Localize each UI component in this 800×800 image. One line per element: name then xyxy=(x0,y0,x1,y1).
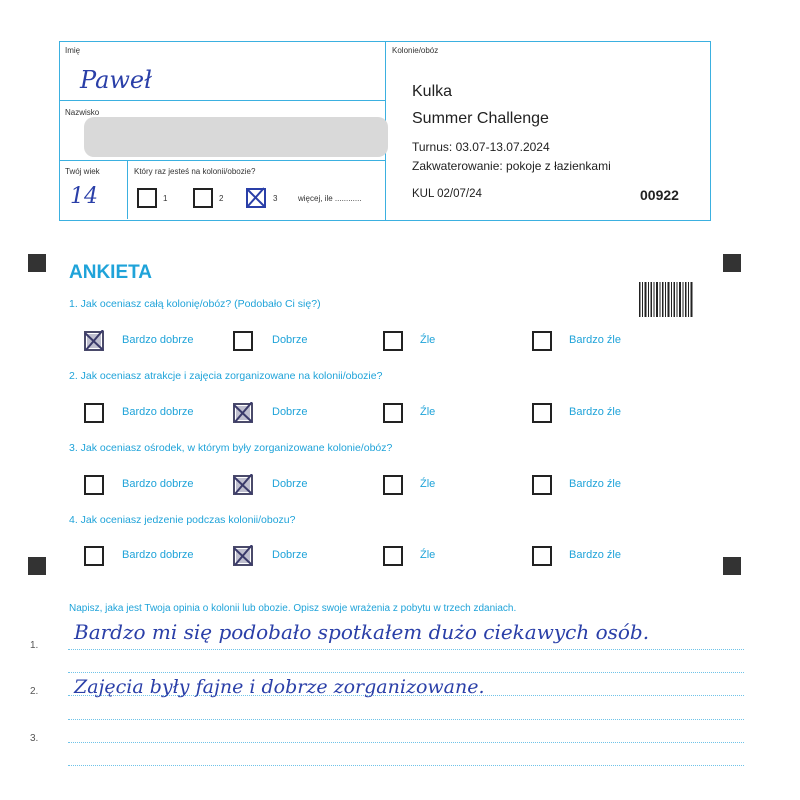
question-3-option-label-1: Bardzo dobrze xyxy=(122,478,194,490)
kolonie-label: Kolonie/obóz xyxy=(392,46,439,55)
question-3-text: 3. Jak oceniasz ośrodek, w którym były zorganizowane kolonie/obóz? xyxy=(69,442,393,454)
question-1-option-label-2: Dobrze xyxy=(272,334,308,346)
question-1-option-label-3: Źle xyxy=(420,334,436,346)
answer-line-3a xyxy=(68,742,744,743)
question-1-checkbox-1[interactable] xyxy=(84,331,104,351)
question-3-checkbox-3[interactable] xyxy=(383,475,403,495)
question-1-checkbox-3[interactable] xyxy=(383,331,403,351)
check-x-icon xyxy=(245,187,267,209)
header-divider-2 xyxy=(59,160,386,161)
registration-marker-top-right xyxy=(723,254,741,272)
line-number-3: 3. xyxy=(30,733,39,744)
question-2-checkbox-3[interactable] xyxy=(383,403,403,423)
header-divider-1 xyxy=(59,100,386,101)
question-3-option-label-2: Dobrze xyxy=(272,478,308,490)
question-4-checkbox-3[interactable] xyxy=(383,546,403,566)
question-2-checkbox-4[interactable] xyxy=(532,403,552,423)
form-number: 00922 xyxy=(640,187,679,203)
ktory-raz-option-1: 1 xyxy=(163,194,168,203)
question-4-checkbox-2[interactable] xyxy=(233,546,253,566)
imie-label: Imię xyxy=(65,46,81,55)
answer-text-1[interactable]: Bardzo mi się podobało spotkałem dużo ciekawych osób. xyxy=(74,620,650,644)
question-1-checkbox-4[interactable] xyxy=(532,331,552,351)
registration-marker-bottom-left xyxy=(28,557,46,575)
question-4-checkbox-4[interactable] xyxy=(532,546,552,566)
answer-line-1a xyxy=(68,649,744,650)
answer-text-2[interactable]: Zajęcia były fajne i dobrze zorganizowane. xyxy=(74,676,485,698)
question-4-option-label-3: Źle xyxy=(420,549,436,561)
camp-name: Kulka xyxy=(412,83,453,100)
answer-line-3b xyxy=(68,765,744,766)
ktory-raz-label: Który raz jesteś na kolonii/obozie? xyxy=(134,167,256,176)
question-3-checkbox-4[interactable] xyxy=(532,475,552,495)
ktory-raz-checkbox-2[interactable] xyxy=(193,188,213,208)
question-2-text: 2. Jak oceniasz atrakcje i zajęcia zorganizowane na kolonii/obozie? xyxy=(69,370,383,382)
question-2-option-label-3: Źle xyxy=(420,406,436,418)
answer-line-1b xyxy=(68,672,744,673)
question-1-option-label-1: Bardzo dobrze xyxy=(122,334,194,346)
camp-program: Summer Challenge xyxy=(412,110,549,127)
barcode-icon xyxy=(639,282,693,317)
question-2-option-label-1: Bardzo dobrze xyxy=(122,406,194,418)
line-number-1: 1. xyxy=(30,640,39,651)
zakwaterowanie: Zakwaterowanie: pokoje z łazienkami xyxy=(412,159,611,173)
question-1-text: 1. Jak oceniasz całą kolonię/obóz? (Podobało Ci się?) xyxy=(69,298,321,310)
survey-title: ANKIETA xyxy=(69,262,153,283)
question-3-checkbox-1[interactable] xyxy=(84,475,104,495)
ktory-raz-option-2: 2 xyxy=(219,194,224,203)
registration-marker-top-left xyxy=(28,254,46,272)
question-3-checkbox-2[interactable] xyxy=(233,475,253,495)
check-x-icon xyxy=(83,330,105,352)
redacted-surname xyxy=(84,117,388,157)
imie-value[interactable]: Paweł xyxy=(80,66,152,94)
opinion-prompt: Napisz, jaka jest Twoja opinia o kolonii lub obozie. Opisz swoje wrażenia z pobytu w trzech zdaniach. xyxy=(69,603,517,614)
question-2-checkbox-2[interactable] xyxy=(233,403,253,423)
check-x-icon xyxy=(232,474,254,496)
question-3-option-label-3: Źle xyxy=(420,478,436,490)
ktory-raz-checkbox-1[interactable] xyxy=(137,188,157,208)
turnus: Turnus: 03.07-13.07.2024 xyxy=(412,140,550,154)
header-divider-3 xyxy=(127,161,128,219)
question-2-option-label-4: Bardzo źle xyxy=(569,406,621,418)
question-4-checkbox-1[interactable] xyxy=(84,546,104,566)
nazwisko-label: Nazwisko xyxy=(65,108,100,117)
check-x-icon xyxy=(232,402,254,424)
check-x-icon xyxy=(232,545,254,567)
question-2-checkbox-1[interactable] xyxy=(84,403,104,423)
wiek-value[interactable]: 14 xyxy=(70,184,98,209)
ktory-raz-option-3: 3 xyxy=(273,194,278,203)
question-3-option-label-4: Bardzo źle xyxy=(569,478,621,490)
camp-code: KUL 02/07/24 xyxy=(412,188,482,200)
question-1-option-label-4: Bardzo źle xyxy=(569,334,621,346)
question-4-option-label-4: Bardzo źle xyxy=(569,549,621,561)
line-number-2: 2. xyxy=(30,686,39,697)
question-4-text: 4. Jak oceniasz jedzenie podczas kolonii/obozu? xyxy=(69,514,296,526)
question-2-option-label-2: Dobrze xyxy=(272,406,308,418)
question-1-checkbox-2[interactable] xyxy=(233,331,253,351)
answer-line-2b xyxy=(68,719,744,720)
ktory-raz-option-more: więcej, ile ............ xyxy=(298,194,362,203)
ktory-raz-checkbox-3[interactable] xyxy=(246,188,266,208)
wiek-label: Twój wiek xyxy=(65,167,100,176)
question-4-option-label-1: Bardzo dobrze xyxy=(122,549,194,561)
question-4-option-label-2: Dobrze xyxy=(272,549,308,561)
registration-marker-bottom-right xyxy=(723,557,741,575)
